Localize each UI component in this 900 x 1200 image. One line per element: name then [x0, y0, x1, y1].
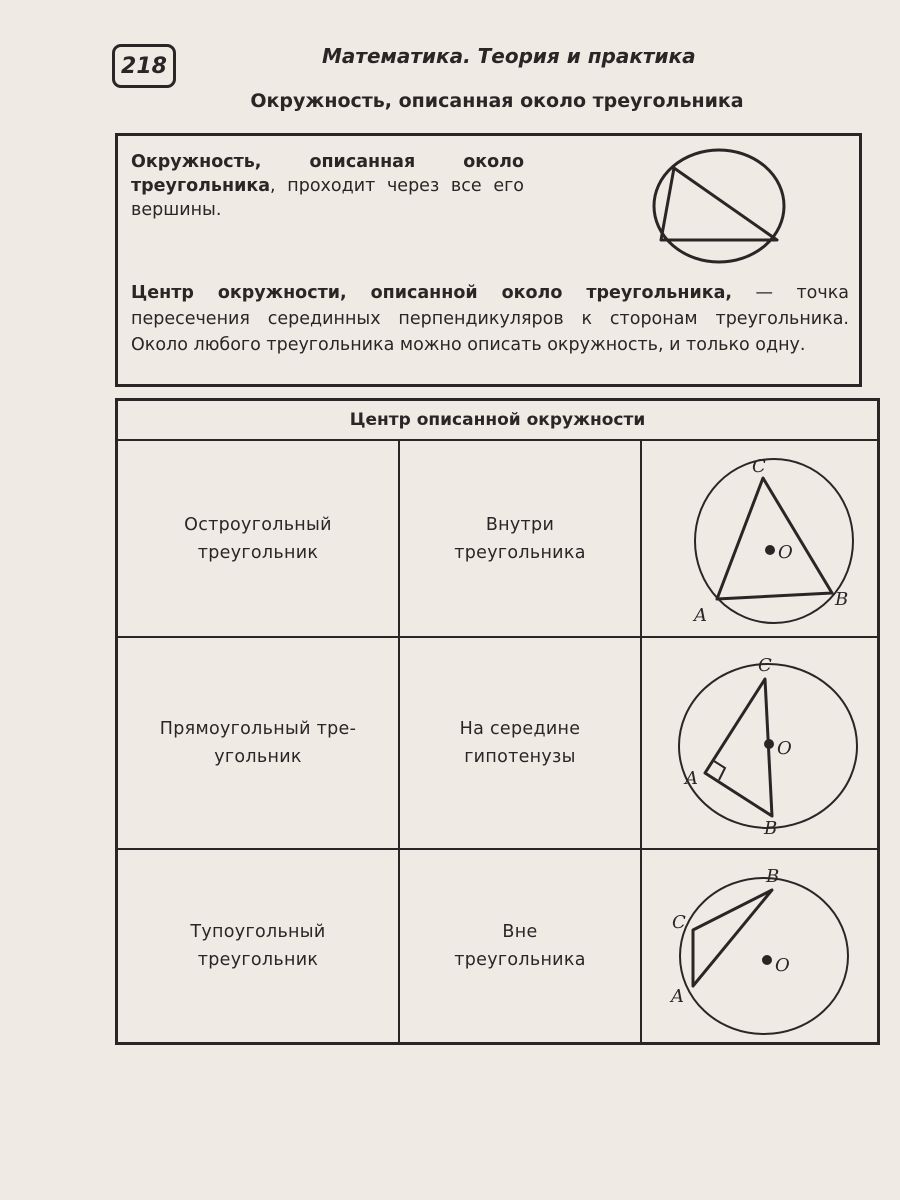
section-title: Окружность, описанная около треугольника [250, 90, 744, 112]
figure-cell [642, 850, 877, 1042]
triangle [693, 890, 772, 986]
table-row [118, 441, 877, 638]
label-b: B [835, 589, 849, 610]
triangle [661, 168, 777, 240]
label-c: C [758, 655, 773, 676]
obtuse-triangle-figure [642, 850, 877, 1042]
running-header: Математика. Теория и практика [322, 44, 696, 68]
page-number: 218 [112, 44, 176, 88]
center-location-line: На середине [459, 719, 581, 739]
label-o: O [778, 542, 794, 563]
center-location-line: треугольника [454, 950, 586, 970]
triangle-type-line: треугольник [197, 542, 319, 563]
label-a: A [685, 768, 699, 789]
definition-text: , проходит через все его вершины. [131, 176, 524, 220]
triangle-type-line: Тупоугольный [190, 922, 326, 942]
center-point [764, 739, 774, 749]
definition-circumscribed-circle [131, 150, 524, 222]
table-row [118, 850, 877, 1042]
definition-center [131, 280, 849, 358]
center-location-line: гипотенузы [464, 747, 576, 767]
center-point [762, 955, 772, 965]
right-angle-mark [714, 761, 725, 780]
label-o: O [777, 738, 793, 759]
label-b: B [766, 866, 780, 887]
center-location-line: треугольника [454, 542, 586, 563]
center-location-cell [400, 441, 642, 636]
right-triangle-figure [642, 638, 877, 848]
acute-triangle-figure [642, 441, 877, 636]
center-location-line: Внутри [485, 514, 555, 535]
definition-term: Окружность, описанная около треугольника [131, 152, 524, 196]
label-o: O [775, 955, 791, 976]
triangle [705, 679, 772, 816]
triangle-type-cell [118, 638, 400, 848]
label-b: B [764, 818, 778, 839]
definition-term: Центр окружности, описанной около треугольника, [131, 283, 733, 303]
table-row [118, 638, 877, 850]
label-c: C [752, 456, 767, 477]
figure-cell [642, 441, 877, 636]
center-location-cell [400, 638, 642, 848]
triangle-type-line: угольник [214, 747, 302, 767]
label-a: A [671, 986, 685, 1007]
triangle-type-line: Прямоугольный тре- [159, 719, 357, 739]
figure-cell [642, 638, 877, 848]
label-a: A [694, 605, 708, 626]
table-header: Центр описанной окружности [118, 401, 877, 441]
circumcenter-table [115, 398, 880, 1045]
label-c: C [672, 912, 687, 933]
triangle-type-line: треугольник [197, 950, 319, 970]
triangle-type-line: Остроугольный [184, 514, 332, 535]
center-location-line: Вне [502, 922, 538, 942]
circumscribed-circle-figure [644, 146, 794, 266]
definition-text: — точка пересечения серединных перпендикуляров к сторонам треугольника. Около любого треугольника можно описать окружность, и только одну. [131, 283, 849, 355]
triangle [717, 478, 832, 599]
center-location-cell [400, 850, 642, 1042]
triangle-type-cell [118, 850, 400, 1042]
center-point [765, 545, 775, 555]
triangle-type-cell [118, 441, 400, 636]
definition-box [115, 133, 862, 387]
